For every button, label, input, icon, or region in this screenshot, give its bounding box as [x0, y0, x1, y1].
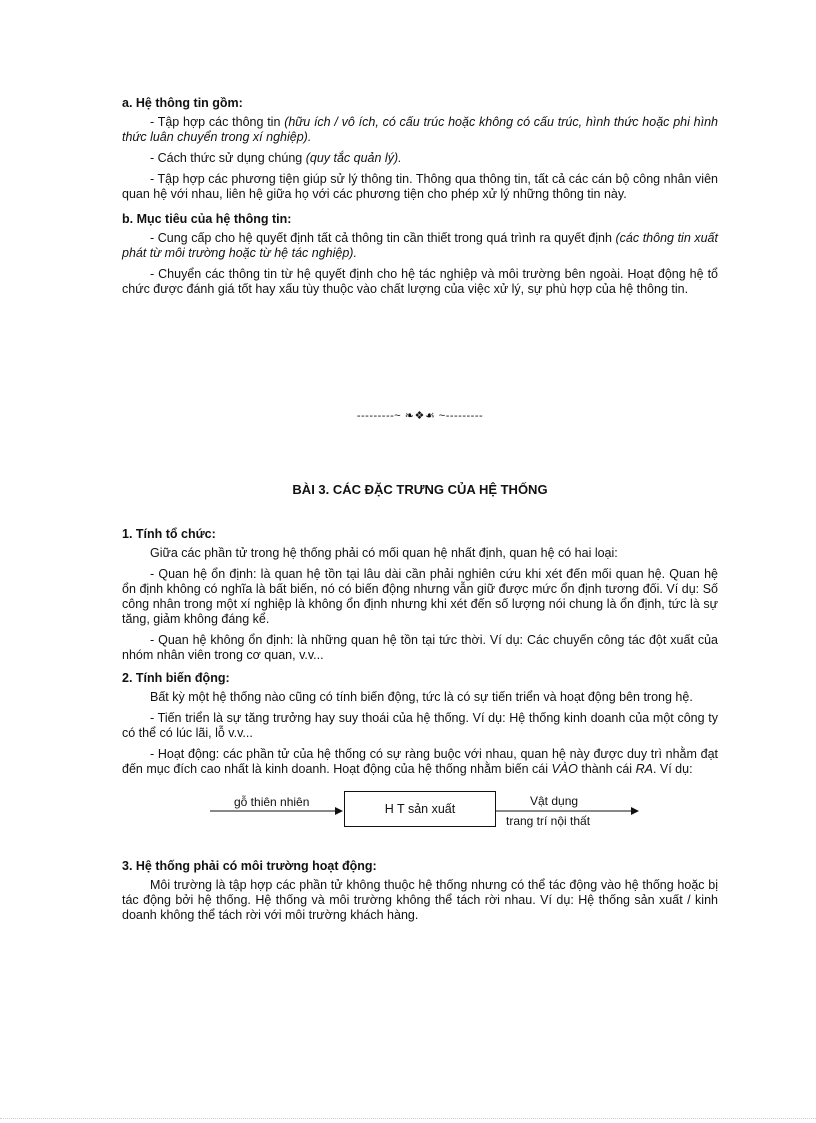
italic-text: (hữu ích / vô ích, có cấu trúc hoặc không có cấu trúc, hình thức hoặc phi hình thức luân chuyển trong xí nghiệp).	[122, 115, 718, 144]
section-b-heading: b. Mục tiêu của hệ thông tin:	[122, 212, 292, 226]
section-2-intro: Bất kỳ một hệ thống nào cũng có tính biến động, tức là có sự tiến triển và hoạt động bên trong hệ.	[150, 690, 693, 704]
section-2-heading: 2. Tính biến động:	[122, 671, 230, 685]
section-a-item-1	[122, 115, 718, 145]
section-2-item-1: - Tiến triển là sự tăng trưởng hay suy thoái của hệ thống. Ví dụ: Hệ thống kinh doanh của một công ty có thể có lúc lãi, lỗ v.v...	[122, 711, 718, 740]
section-1-item-2: - Quan hệ không ổn định: là những quan hệ tồn tại tức thời. Ví dụ: Các chuyến công tác đột xuất của nhóm nhân viên trong cơ quan, v.v...	[122, 633, 718, 662]
process-diagram	[122, 791, 718, 841]
text: - Cung cấp cho hệ quyết định tất cả thông tin cần thiết trong quá trình ra quyết định	[150, 231, 616, 245]
page-bottom-border	[0, 1118, 816, 1119]
text: - Tập hợp các thông tin	[150, 115, 285, 129]
text: - Hoạt động: các phần tử của hệ thống có sự ràng buộc với nhau, quan hệ này được duy trì nhằm đạt đến mục đích cao nhất là kinh doanh. Hoạt động của hệ thống nhằm biến cái	[122, 747, 718, 776]
section-3-heading: 3. Hệ thống phải có môi trường hoạt động:	[122, 859, 377, 873]
italic-text: VÀO	[551, 762, 578, 776]
ornament-separator: ---------~ ❧❖☙ ~---------	[356, 410, 484, 422]
section-a-item-2	[122, 151, 718, 166]
diagram-output-label-bottom: trang trí nội thất	[506, 814, 591, 828]
text: - Cách thức sử dụng chúng	[150, 151, 306, 165]
document-page	[122, 96, 718, 922]
section-1-item-1: - Quan hệ ổn định: là quan hệ tồn tại lâu dài cần phải nghiên cứu khi xét đến mối quan hệ. Quan hệ ổn định không có nghĩa là bất biến, nó có biến động nhưng vẫn giữ được mức ổn định tương đối. Ví dụ: Số công nhân trong một xí nghiệp là không ổn định nhưng khi xét đến số lượng nói chung là ổn định, tức là sự tăng, giảm không đáng kể.	[122, 567, 718, 626]
lesson-title: BÀI 3. CÁC ĐẶC TRƯNG CỦA HỆ THỐNG	[292, 482, 548, 497]
text: thành cái	[577, 762, 636, 776]
section-3-body: Môi trường là tập hợp các phần tử không thuộc hệ thống nhưng có thể tác động vào hệ thống hoặc bị tác động bởi hệ thống. Hệ thống và môi trường không thể tách rời nhau. Ví dụ: Hệ thống sản xuất / kinh doanh không thể tách rời với môi trường khách hàng.	[122, 878, 718, 922]
section-2-item-2	[122, 747, 718, 777]
diagram-input-label: gỗ thiên nhiên	[234, 795, 310, 809]
lesson-body	[122, 527, 718, 923]
diagram-process-box	[344, 791, 496, 827]
diagram-box-label: H T sản xuất	[384, 801, 456, 816]
section-a-heading: a. Hệ thông tin gồm:	[122, 96, 243, 110]
section-b-item-2: - Chuyển các thông tin từ hệ quyết định cho hệ tác nghiệp và môi trường bên ngoài. Hoạt động hệ tổ chức được đánh giá tốt hay xấu tùy thuộc vào chất lượng của việc xử lý, sự phù hợp của hệ thông tin.	[122, 267, 718, 296]
section-b-item-1	[122, 231, 718, 261]
section-1-intro: Giữa các phần tử trong hệ thống phải có mối quan hệ nhất định, quan hệ có hai loại:	[150, 546, 618, 560]
italic-text: (quy tắc quản lý).	[305, 151, 402, 165]
section-a-item-3: - Tập hợp các phương tiện giúp sử lý thông tin. Thông qua thông tin, tất cả các cán bộ công nhân viên quan hệ với nhau, liên hệ giữa họ với các phương tiện cho phép xử lý những thông tin này.	[122, 172, 718, 201]
italic-text: RA	[635, 762, 653, 776]
text: . Ví dụ:	[652, 762, 693, 776]
diagram-output-label-top: Vật dụng	[530, 794, 579, 808]
italic-text: (các thông tin xuất phát từ môi trường hoặc từ hệ tác nghiệp).	[122, 231, 718, 260]
section-1-heading: 1. Tính tổ chức:	[122, 527, 216, 541]
